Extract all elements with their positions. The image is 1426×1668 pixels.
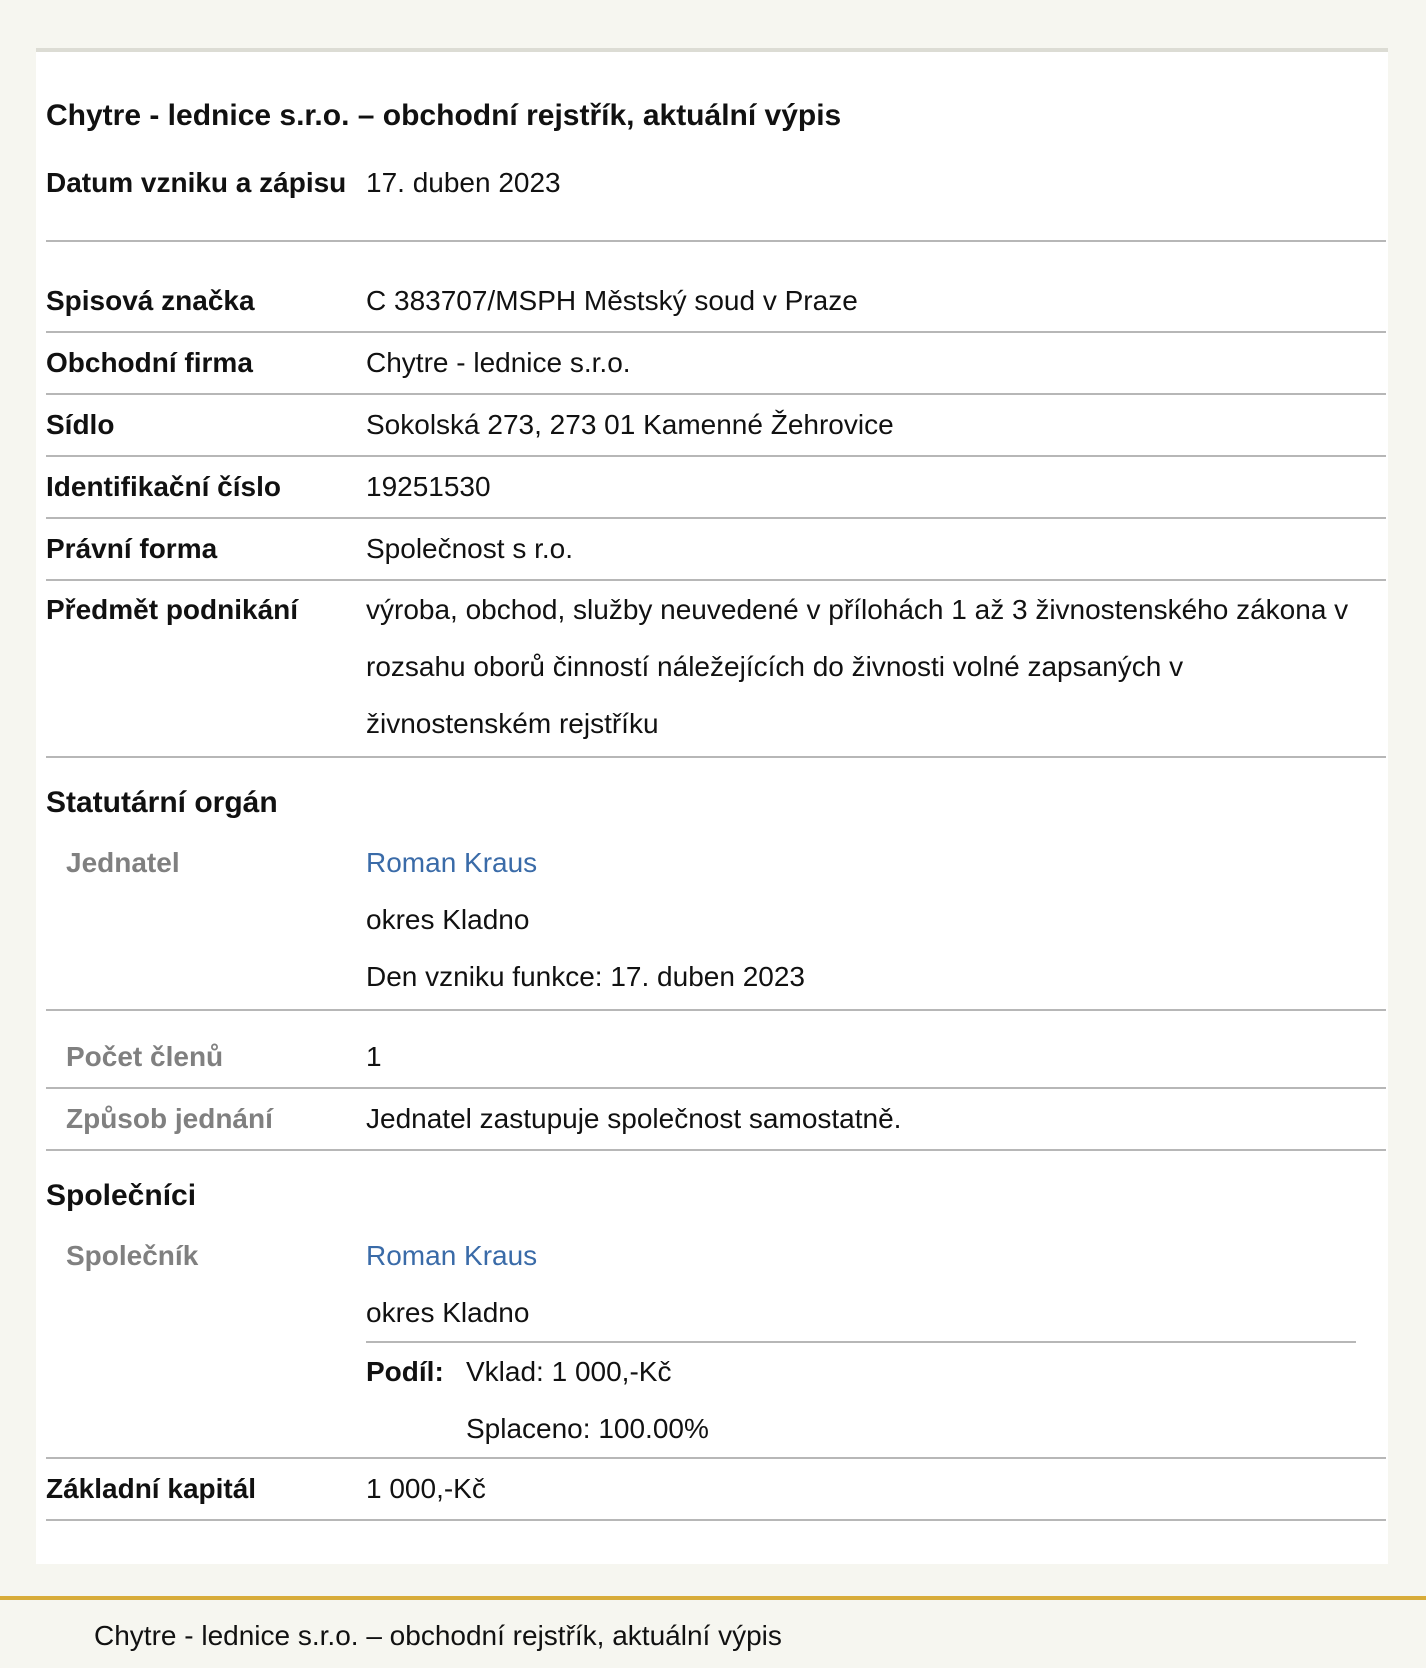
share-label: Podíl: — [366, 1356, 444, 1387]
member-name-link[interactable]: Roman Kraus — [366, 847, 538, 878]
row-value: Jednatel zastupuje společnost samostatně. — [366, 1103, 902, 1134]
row-value: Společnost s r.o. — [366, 533, 574, 564]
row-label: Předmět podnikání — [46, 594, 299, 625]
share-deposit: Vklad: 1 000,-Kč — [466, 1356, 672, 1387]
row-value: 19251530 — [366, 471, 491, 502]
row-member-count — [46, 1011, 1386, 1089]
row-label: Právní forma — [46, 533, 218, 564]
section-statutory-heading: Statutární orgán — [46, 786, 278, 819]
document-content — [36, 101, 1378, 1521]
row-value: C 383707/MSPH Městský soud v Praze — [366, 285, 858, 316]
row-label: Počet členů — [66, 1041, 224, 1072]
section-partners-heading: Společníci — [46, 1179, 197, 1212]
row-value — [366, 1227, 1386, 1457]
row-label: Obchodní firma — [46, 347, 253, 378]
member-since: Den vzniku funkce: 17. duben 2023 — [366, 961, 805, 992]
row-value — [366, 834, 1386, 1009]
row-founding-date — [46, 154, 1386, 242]
row-legal-form — [46, 519, 1386, 581]
document-card — [36, 48, 1388, 1564]
row-file-number — [46, 271, 1386, 333]
row-business-subject — [46, 581, 1386, 758]
row-value: 1 000,-Kč — [366, 1473, 486, 1504]
footer-text: Chytre - lednice s.r.o. – obchodní rejstřík, aktuální výpis — [94, 1620, 782, 1651]
row-conduct — [46, 1089, 1386, 1151]
row-value: 1 — [366, 1041, 382, 1072]
row-value: Sokolská 273, 273 01 Kamenné Žehrovice — [366, 409, 894, 440]
footer — [0, 1596, 1426, 1668]
row-value: Chytre - lednice s.r.o. — [366, 347, 631, 378]
document-title: Chytre - lednice s.r.o. – obchodní rejstřík, aktuální výpis — [46, 99, 842, 132]
row-label: Identifikační číslo — [46, 471, 281, 502]
row-label: Základní kapitál — [46, 1473, 257, 1504]
partner-share — [366, 1341, 1356, 1457]
row-capital — [46, 1459, 1386, 1521]
share-values — [466, 1343, 709, 1457]
row-statutory-member — [46, 834, 1386, 1011]
partner-district: okres Kladno — [366, 1297, 530, 1328]
row-label: Sídlo — [46, 409, 115, 440]
row-address — [46, 395, 1386, 457]
member-district: okres Kladno — [366, 904, 530, 935]
row-label: Jednatel — [66, 847, 180, 878]
row-company-name — [46, 333, 1386, 395]
row-value: 17. duben 2023 — [366, 167, 561, 198]
row-id-number — [46, 457, 1386, 519]
row-label: Společník — [66, 1240, 199, 1271]
row-value: výroba, obchod, služby neuvedené v přílohách 1 až 3 živnostenského zákona v rozsahu oborů činností náležejících do živnosti volné zapsaných v živnostenském rejstříku — [366, 594, 1349, 739]
share-paid: Splaceno: 100.00% — [466, 1413, 709, 1444]
row-partner — [46, 1227, 1386, 1459]
row-label-text: Datum vzniku a zápisu — [46, 167, 347, 198]
row-label — [46, 154, 366, 240]
row-label: Spisová značka — [46, 285, 255, 316]
row-label: Způsob jednání — [66, 1103, 273, 1134]
partner-name-link[interactable]: Roman Kraus — [366, 1240, 538, 1271]
